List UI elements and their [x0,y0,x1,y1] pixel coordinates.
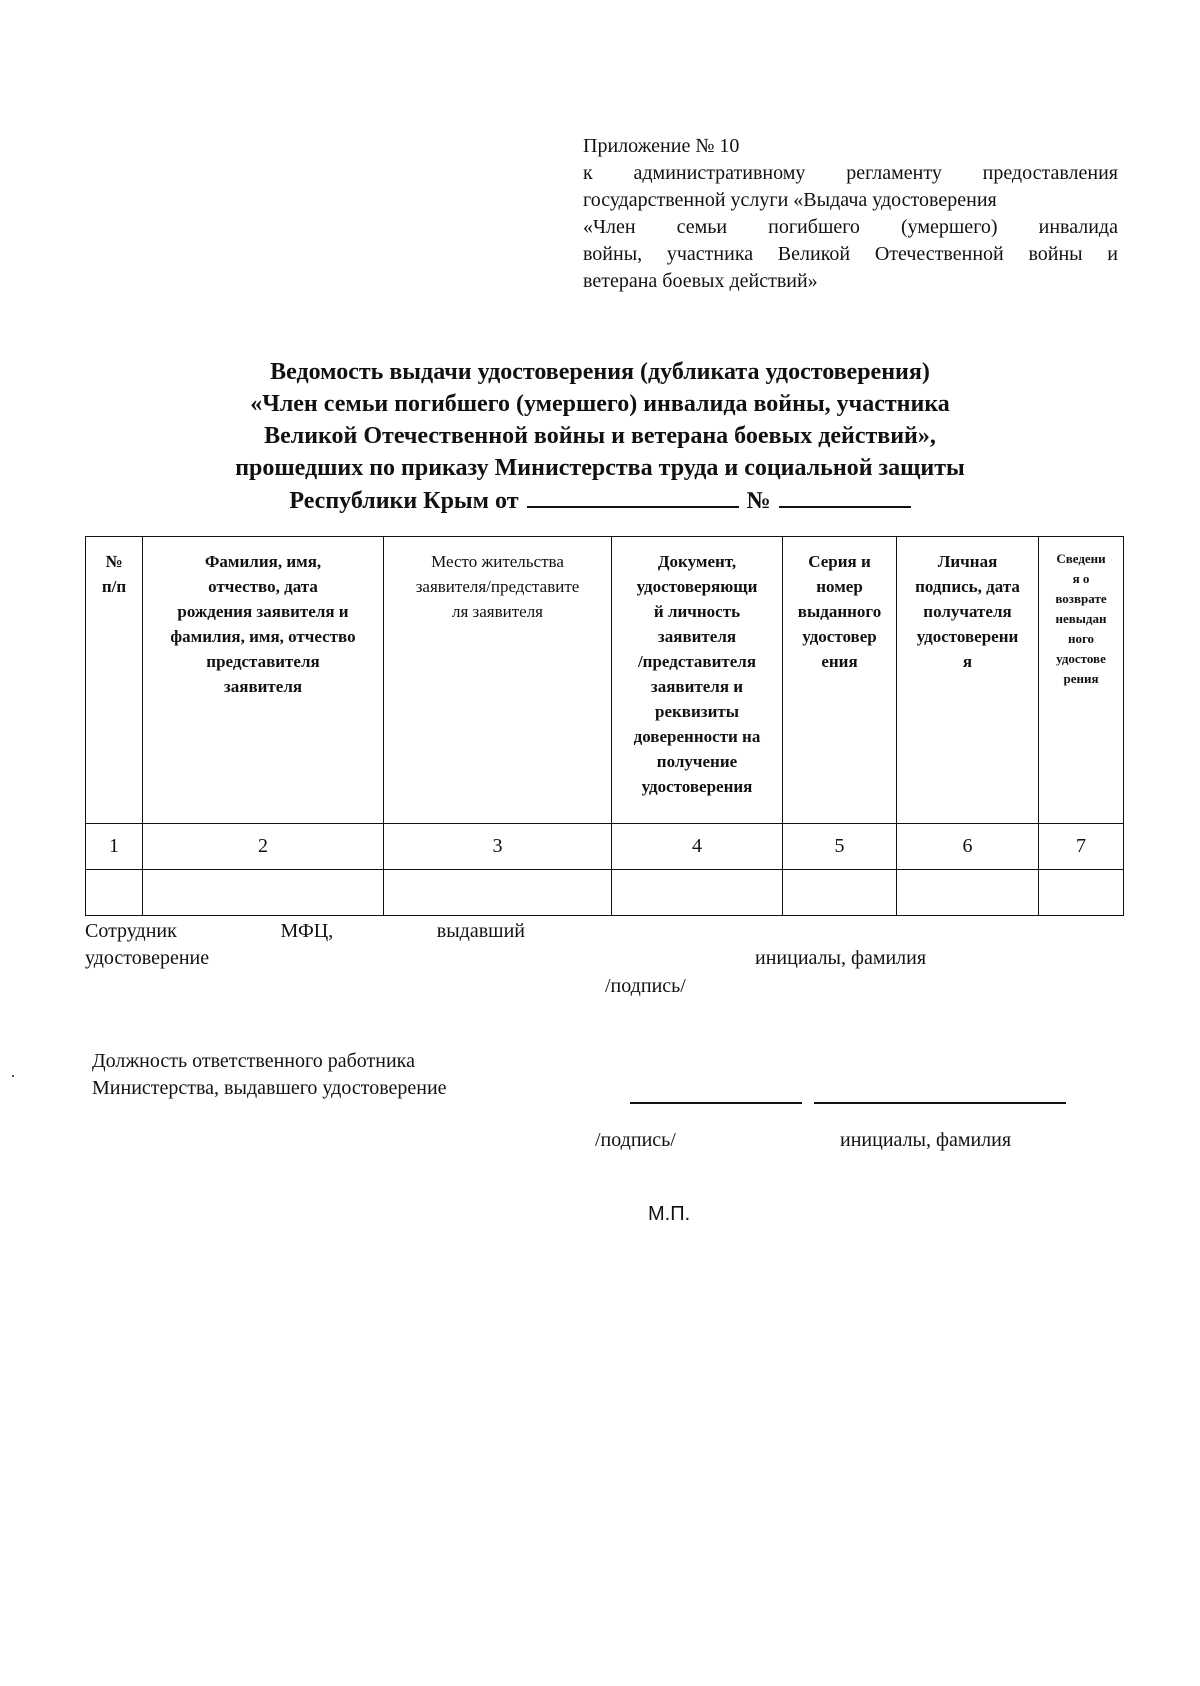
employee-word: МФЦ, [280,920,334,942]
official-signature-line[interactable] [630,1102,802,1104]
appendix-line: государственной услуги «Выдача удостоверения [583,189,997,211]
title-line: «Член семьи погибшего (умершего) инвалида войны, участника [250,391,950,417]
column-number: 1 [86,824,143,870]
issuance-register-table [85,536,1124,916]
header-cell: Место жительства заявителя/представите ля заявителя [384,537,612,824]
column-number: 4 [612,824,783,870]
title-line: Ведомость выдачи удостоверения (дубликата удостоверения) [270,359,930,385]
table-cell[interactable] [143,870,384,916]
appendix-line: войны, участника Великой Отечественной войны и [583,243,1118,265]
employee-word: выдавший [436,920,525,942]
official-initials-label: инициалы, фамилия [840,1129,1012,1151]
official-line1: Должность ответственного работника [92,1050,415,1072]
number-sign: № [746,488,771,514]
header-cell: Серия и номер выданного удостовер ения [783,537,897,824]
column-number: 5 [783,824,897,870]
column-number-row [86,824,1124,870]
employee-label [85,918,525,972]
column-number: 7 [1039,824,1124,870]
table-cell[interactable] [897,870,1039,916]
official-line2: Министерства, выдавшего удостоверение [92,1077,447,1099]
title-line: Великой Отечественной войны и ветерана боевых действий», [264,423,936,449]
order-number-blank[interactable] [779,484,911,508]
appendix-line: ветерана боевых действий» [583,270,818,292]
table-row [86,870,1124,916]
employee-line2: удостоверение [85,947,210,969]
appendix-line: к административному регламенту предоставления [583,162,1118,184]
column-number: 6 [897,824,1039,870]
column-number: 3 [384,824,612,870]
header-cell: Документ, удостоверяющи й личность заявителя /представителя заявителя и реквизиты доверенности на получение удостоверения [612,537,783,824]
title-line: прошедших по приказу Министерства труда и социальной защиты [235,455,965,481]
appendix-number: Приложение № 10 [583,135,740,157]
table-cell[interactable] [1039,870,1124,916]
table-cell[interactable] [384,870,612,916]
table-cell[interactable] [612,870,783,916]
official-signature-label: /подпись/ [595,1129,676,1151]
table-cell[interactable] [86,870,143,916]
table-cell[interactable] [783,870,897,916]
official-label [92,1048,562,1102]
header-cell: Фамилия, имя, отчество, дата рождения заявителя и фамилия, имя, отчество представителя заявителя [143,537,384,824]
appendix-line: «Член семьи погибшего (умершего) инвалида [583,216,1118,238]
title-last-line [100,484,1100,517]
header-cell: № п/п [86,537,143,824]
employee-signature-label: /подпись/ [605,975,686,997]
column-number: 2 [143,824,384,870]
date-blank[interactable] [527,484,739,508]
title-prefix: Республики Крым от [289,488,519,514]
header-cell: Личная подпись, дата получателя удостоверени я [897,537,1039,824]
table-header-row [86,537,1124,824]
employee-initials-label: инициалы, фамилия [755,947,927,969]
employee-word: Сотрудник [85,920,177,942]
header-cell: Сведени я о возврате невыдан ного удостове рения [1039,537,1124,824]
stamp-place: М.П. [648,1203,691,1225]
official-initials-line[interactable] [814,1102,1066,1104]
scan-speck [12,1075,14,1077]
appendix-header [583,133,1118,295]
document-title [100,356,1100,517]
